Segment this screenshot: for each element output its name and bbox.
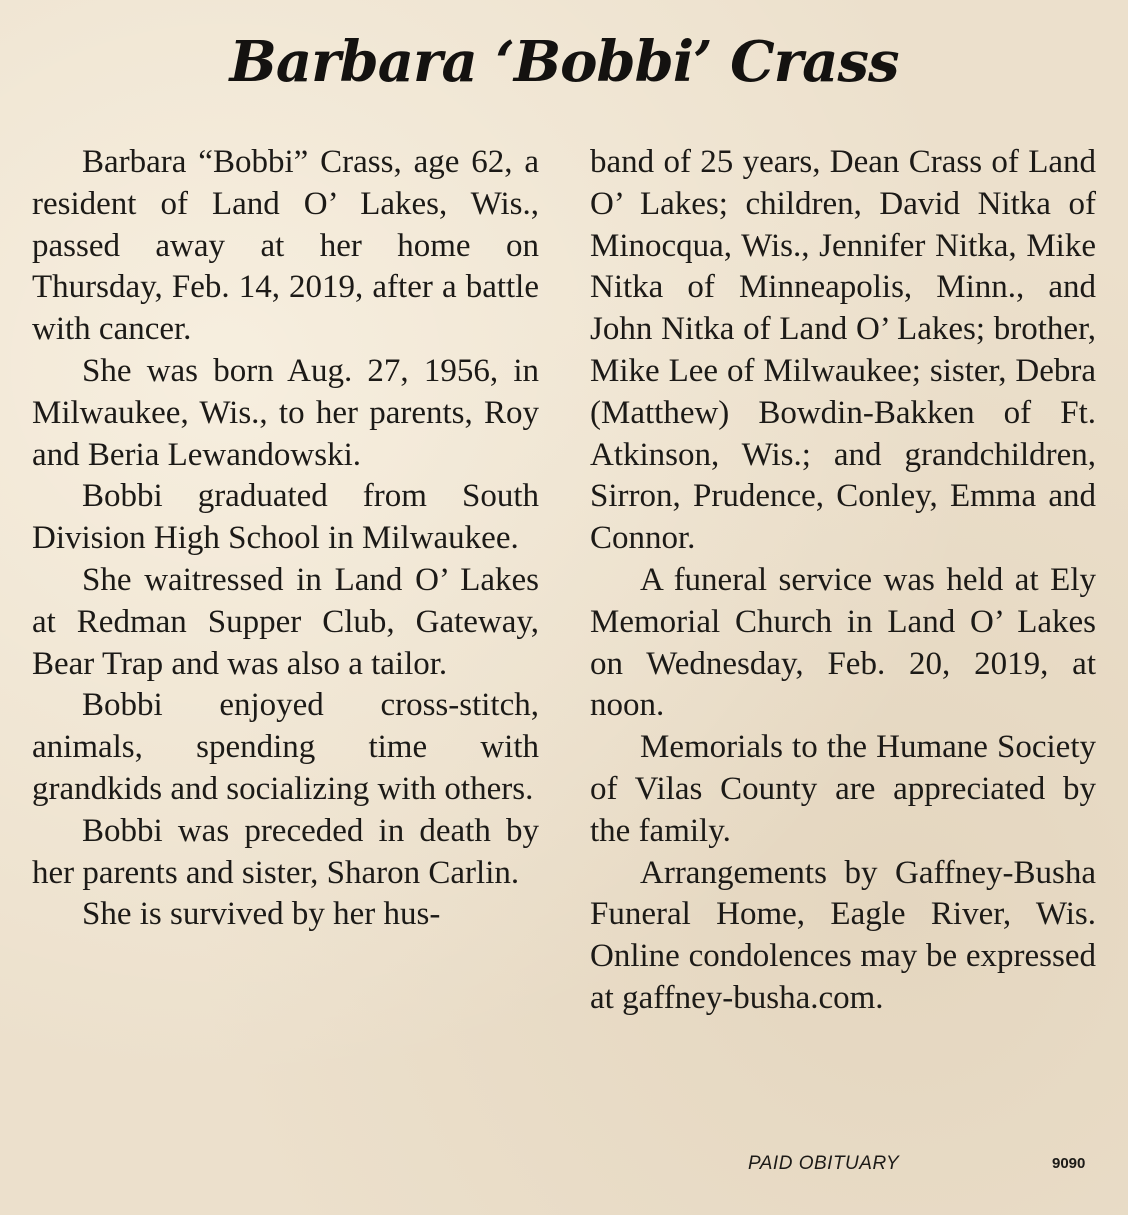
right-column <box>590 142 1096 1020</box>
paragraph-memorials: Memorials to the Humane Society of Vilas County are appreciated by the family. <box>590 729 1096 849</box>
paragraph-preceded: Bobbi was preceded in death by her parents and sister, Sharon Carlin. <box>32 812 539 891</box>
paragraph-survived-continued: band of 25 years, Dean Crass of Land O’ Lakes; children, David Nitka of Minocqua, Wis., Jennifer Nitka, Mike Nitka of Minneapolis, Minn., and John Nitka of Land O’ Lakes; brother, Mike Lee of Milwaukee; sister, Debra (Matthew) Bowdin-Bakken of Ft. Atkinson, Wis.; and grandchildren, Sirron, Prudence, Conley, Emma and Connor. <box>590 144 1096 557</box>
obituary-title: Barbara ‘Bobbi’ Crass <box>229 29 899 95</box>
paragraph-arrangements: Arrangements by Gaffney-Busha Funeral Home, Eagle River, Wis. Online condolences may be expressed at gaffney-busha.com. <box>590 854 1096 1016</box>
paragraph-hobbies: Bobbi enjoyed cross-stitch, animals, spending time with grandkids and socializing with others. <box>32 687 539 807</box>
paragraph-service: A funeral service was held at Ely Memorial Church in Land O’ Lakes on Wednesday, Feb. 20, 2019, at noon. <box>590 561 1096 724</box>
left-column <box>32 142 539 936</box>
paragraph-survived-start: She is survived by her hus- <box>82 896 441 933</box>
paid-obituary-label: PAID OBITUARY <box>748 1153 900 1174</box>
paragraph-career: She waitressed in Land O’ Lakes at Redman Supper Club, Gateway, Bear Trap and was also a tailor. <box>32 561 539 682</box>
paragraph-intro: Barbara “Bobbi” Crass, age 62, a resident of Land O’ Lakes, Wis., passed away at her home on Thursday, Feb. 14, 2019, after a battle with cancer. <box>32 144 539 348</box>
paragraph-birth: She was born Aug. 27, 1956, in Milwaukee, Wis., to her parents, Roy and Beria Lewandowski. <box>32 352 539 473</box>
ad-code: 9090 <box>1052 1155 1086 1172</box>
paragraph-education: Bobbi graduated from South Division High School in Milwaukee. <box>32 478 539 557</box>
